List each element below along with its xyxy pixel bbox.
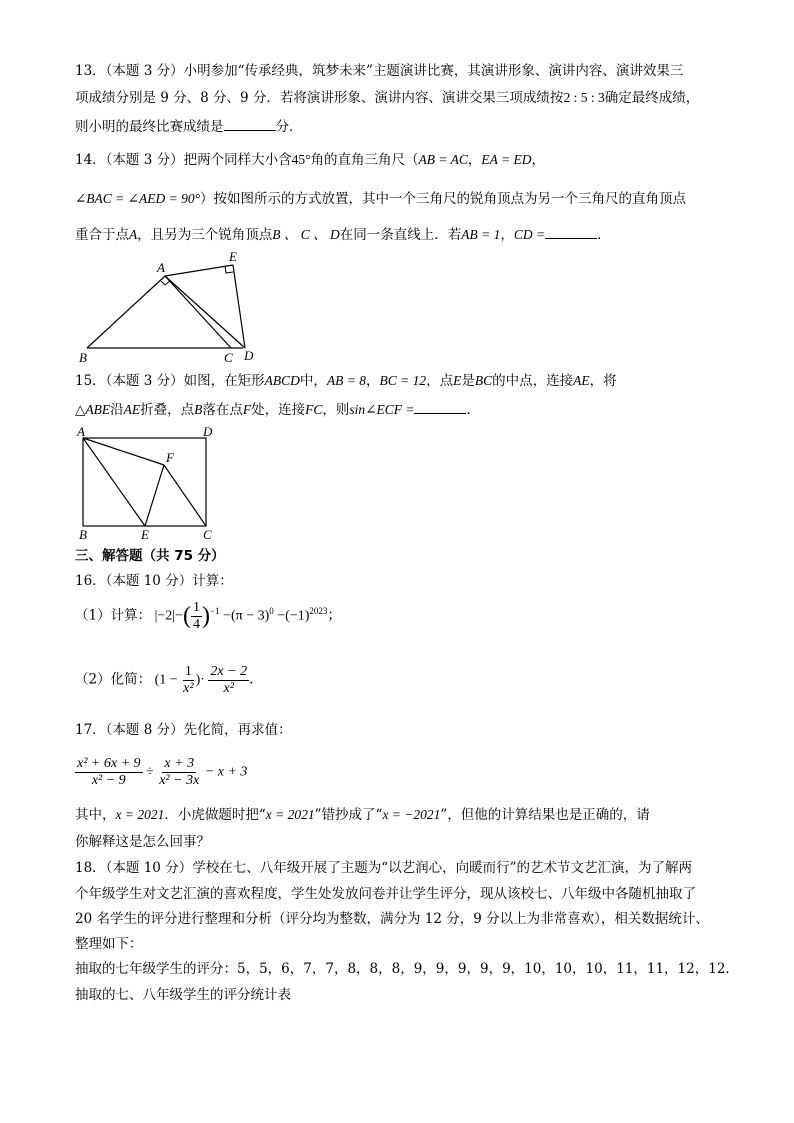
q15-line2: △ABE沿AE折叠，点B落在点F处，连接FC，则sin∠ECF = ． bbox=[75, 399, 480, 419]
label-F: F bbox=[166, 450, 174, 465]
section-heading: 三、解答题（共 75 分） bbox=[75, 548, 225, 564]
q18-line3: 20 名学生的评分进行整理和分析（评分均为整数，满分为 12 分，9 分以上为非常喜欢），相关数据统计、 bbox=[75, 911, 709, 927]
label-D: D bbox=[244, 348, 254, 363]
label-C: C bbox=[203, 527, 212, 542]
q18-line4: 整理如下： bbox=[75, 936, 143, 952]
q16-title: 16．（本题 10 分）计算： bbox=[75, 573, 233, 589]
answer-blank[interactable] bbox=[545, 224, 597, 239]
q14-line1: 14．（本题 3 分）把两个同样大小含45°角的直角三角尺（AB = AC，EA = ED， bbox=[75, 152, 545, 168]
q17-text2: 你解释这是怎么回事？ bbox=[75, 834, 210, 850]
q13-line2: 项成绩分别是 9 分、8 分、9 分．若将演讲形象、演讲内容、演讲交果三项成绩按2 : 5 : 3确定最终成绩， bbox=[75, 90, 700, 106]
q14-line3: 重合于点A，且另为三个锐角顶点B 、 C 、 D在同一条直线上．若AB = 1，CD = ． bbox=[75, 224, 611, 244]
q14-line2: ∠BAC = ∠AED = 90°）按如图所示的方式放置，其中一个三角尺的锐角顶点为另一个三角尺的直角顶点 bbox=[75, 191, 686, 207]
q18-line1: 18．（本题 10 分）学校在七、八年级开展了主题为“以艺润心，向暖而行”的艺术节文艺汇演，为了解两 bbox=[75, 860, 692, 876]
q13-line3: 则小明的最终比赛成绩是 分． bbox=[75, 116, 303, 136]
q15-line1: 15．（本题 3 分）如图，在矩形ABCD中，AB = 8，BC = 12，点E是BC的中点，连接AE，将 bbox=[75, 373, 617, 389]
label-E: E bbox=[229, 249, 237, 264]
label-E: E bbox=[141, 527, 149, 542]
label-D: D bbox=[203, 424, 213, 439]
label-B: B bbox=[79, 350, 87, 365]
q18-line5: 抽取的七年级学生的评分：5，5，6，7，7，8，8，8，9，9，9，9，9，10，10，10，11，11，12，12． bbox=[75, 961, 739, 977]
label-A: A bbox=[157, 260, 165, 275]
label-A: A bbox=[77, 424, 85, 439]
q16-part2: （2）化简： (1 − $\frac{1}{\text{x²}}$ )· $\frac{2x - 2}{\text{x²}}$ ． bbox=[75, 664, 264, 696]
q17-title: 17．（本题 8 分）先化简，再求值： bbox=[75, 722, 292, 738]
q16-part1: （1）计算： |−2|−( $\frac{1}{4}$ )$^{-1} -(\pi - 3)^0 -(-1)^{2023}$； bbox=[75, 600, 342, 632]
label-B: B bbox=[79, 527, 87, 542]
q13-line1: 13．（本题 3 分）小明参加“传承经典，筑梦未来”主题演讲比赛，其演讲形象、演讲内容、演讲效果三 bbox=[75, 63, 684, 79]
triangle-figure bbox=[75, 248, 265, 366]
q17-expression: $\frac{\text{x² + 6x + 9}}{\text{x² − 9}}$ ÷ $\frac{x + 3}{\text{x² − 3x}}$ − x + 3 bbox=[77, 756, 248, 788]
q17-text1: 其中，x = 2021．小虎做题时把“x = 2021”错抄成了“x = −2021”，但他的计算结果也是正确的，请 bbox=[75, 807, 650, 823]
answer-blank[interactable] bbox=[224, 116, 276, 131]
q18-line6: 抽取的七、八年级学生的评分统计表 bbox=[75, 987, 291, 1003]
rectangle-figure bbox=[75, 422, 225, 542]
q18-line2: 个年级学生对文艺汇演的喜欢程度，学生处发放问卷并让学生评分，现从该校七、八年级中各随机抽取了 bbox=[75, 886, 696, 902]
label-C: C bbox=[224, 350, 233, 365]
answer-blank[interactable] bbox=[414, 399, 466, 414]
